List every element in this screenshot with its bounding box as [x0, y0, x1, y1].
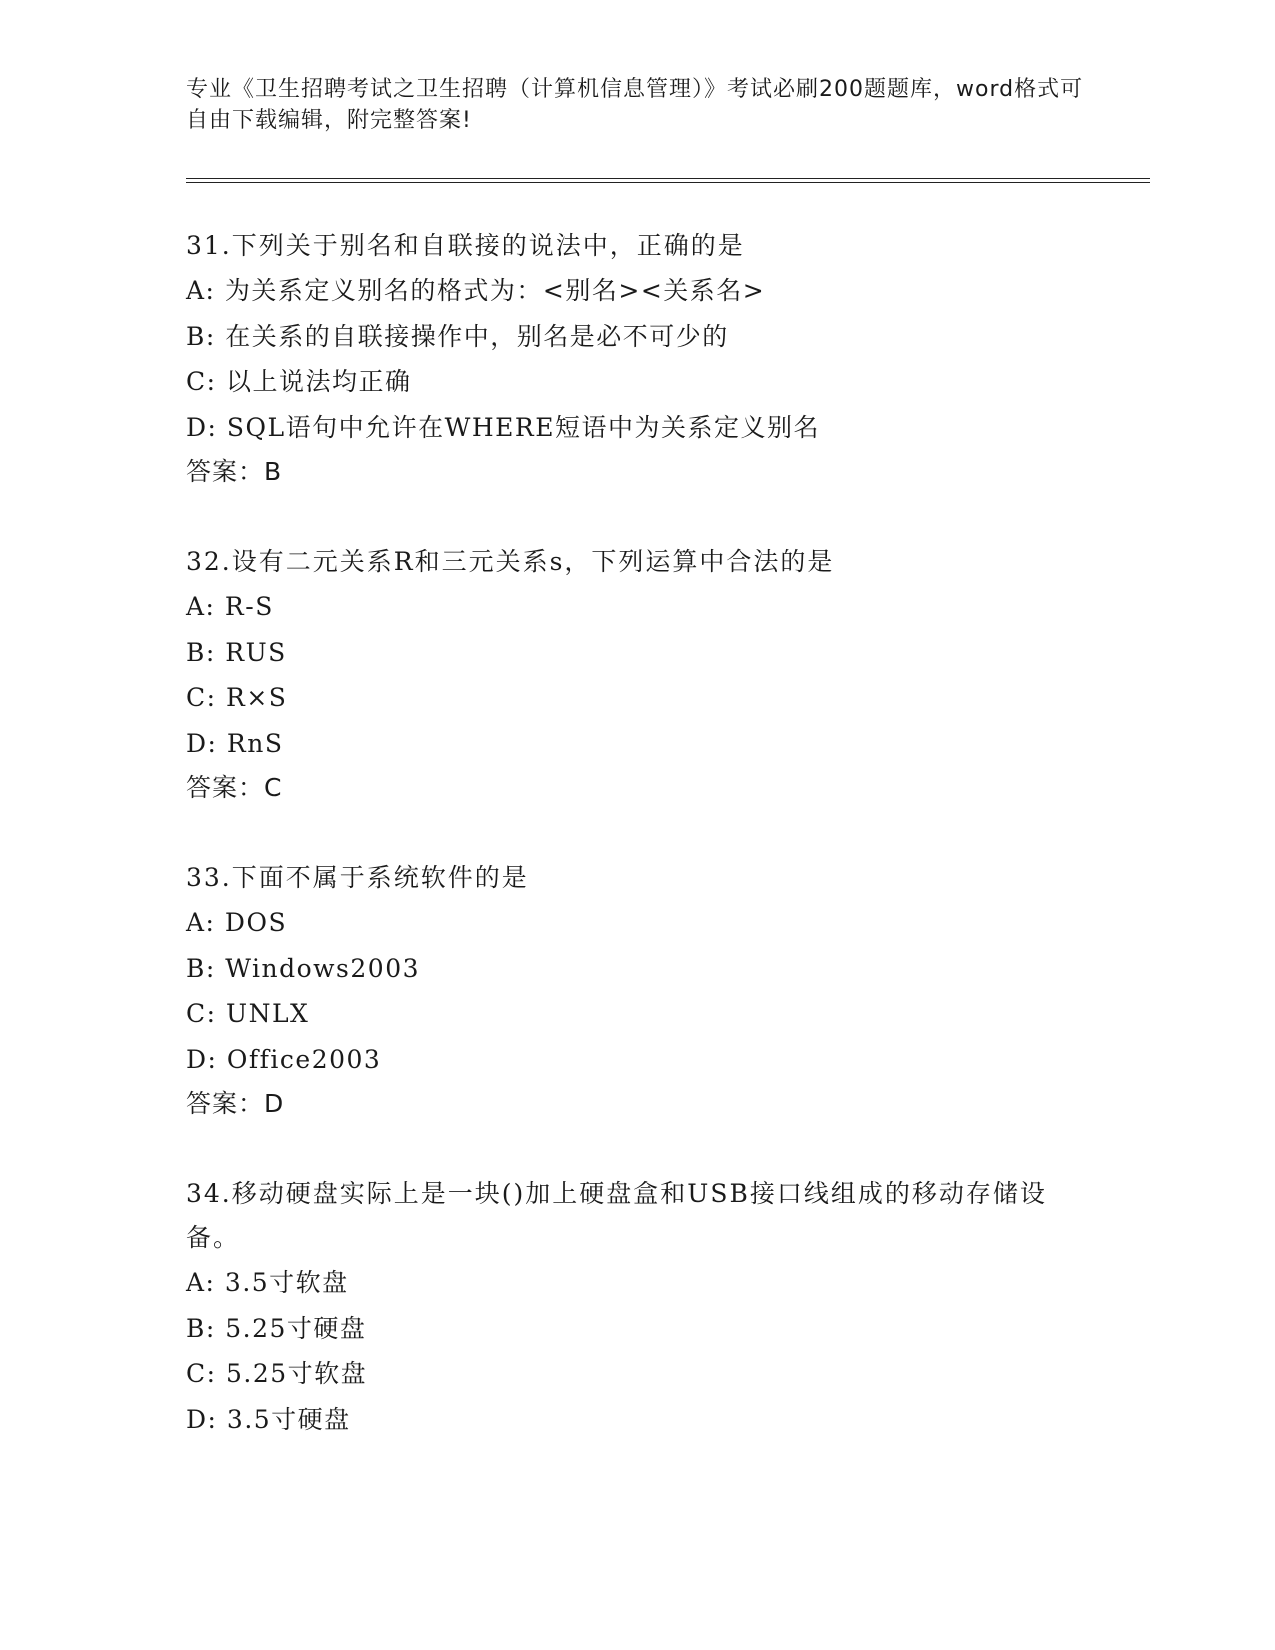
question-stem: 32.设有二元关系R和三元关系s，下列运算中合法的是: [186, 547, 835, 576]
option-a: A: DOS: [186, 908, 288, 937]
option-b: B: 5.25寸硬盘: [186, 1313, 367, 1343]
option-b: B: RUS: [186, 637, 287, 667]
option-a: A: 3.5寸软盘: [186, 1268, 349, 1297]
question-31: [186, 224, 1086, 494]
option-d: D: 3.5寸硬盘: [186, 1404, 351, 1434]
option-b: B: 在关系的自联接操作中，别名是必不可少的: [186, 321, 729, 351]
option-c: C: UNLX: [186, 999, 310, 1028]
document-header: 专业《卫生招聘考试之卫生招聘（计算机信息管理）》考试必刷200题题库，word格式可自由下载编辑，附完整答案!: [186, 77, 1084, 133]
option-b: B: Windows2003: [186, 953, 421, 983]
question-34: [186, 1172, 1086, 1442]
option-d: D: Office2003: [186, 1044, 382, 1074]
option-c: C: 以上说法均正确: [186, 367, 412, 396]
option-d: D: RnS: [186, 728, 284, 758]
option-d: D: SQL语句中允许在WHERE短语中为关系定义别名: [186, 412, 820, 442]
question-33: [186, 856, 1086, 1126]
question-stem: 34.移动硬盘实际上是一块()加上硬盘盒和USB接口线组成的移动存储设备。: [186, 1179, 1047, 1252]
option-a: A: R-S: [186, 592, 274, 621]
question-32: [186, 540, 1086, 810]
answer: 答案：D: [186, 1089, 285, 1118]
question-stem: 33.下面不属于系统软件的是: [186, 863, 529, 892]
option-a: A: 为关系定义别名的格式为：<别名><关系名>: [186, 276, 766, 305]
header-double-rule: [186, 178, 1150, 183]
answer: 答案：B: [186, 457, 283, 486]
question-stem: 31.下列关于别名和自联接的说法中，正确的是: [186, 231, 745, 260]
option-c: C: 5.25寸软盘: [186, 1359, 368, 1388]
option-c: C: R×S: [186, 683, 288, 712]
answer: 答案：C: [186, 773, 283, 802]
